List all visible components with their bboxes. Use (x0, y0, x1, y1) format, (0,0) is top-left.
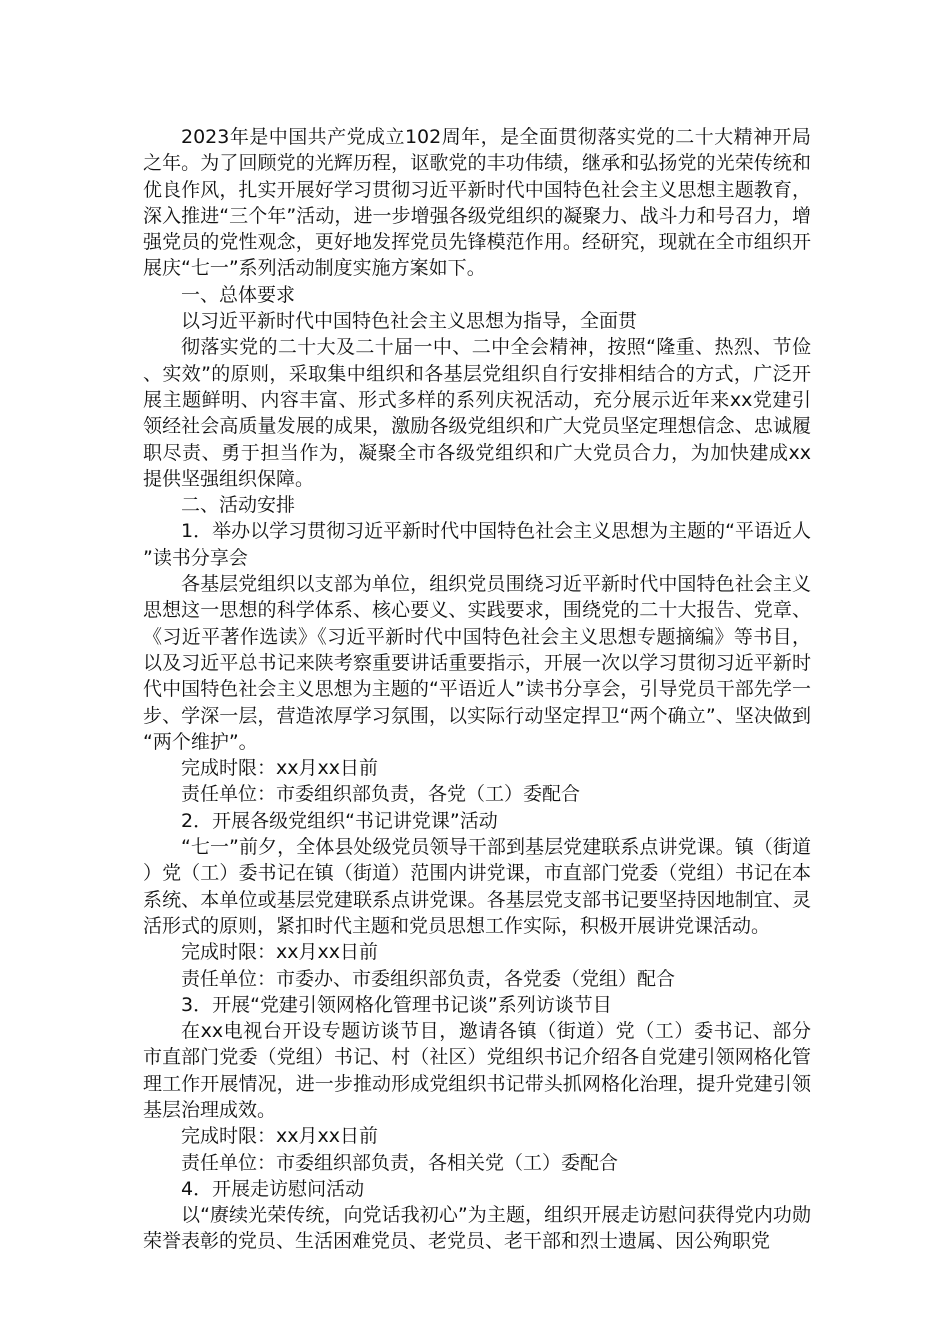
activity-3-title: 3．开展“党建引领网格化管理书记谈”系列访谈节目 (181, 993, 612, 1016)
activity-4-body: 以“赓续光荣传统，向党话我初心”为主题，组织开展走访慰问获得党内功勋荣誉表彰的党员、生活困难党员、老党员、老干部和烈士遗属、因公殉职党 (143, 1204, 811, 1253)
activity-2-title: 2．开展各级党组织“书记讲党课”活动 (181, 809, 498, 832)
activity-4-title: 4．开展走访慰问活动 (181, 1177, 365, 1200)
activity-3-body: 在xx电视台开设专题访谈节目，邀请各镇（街道）党（工）委书记、部分市直部门党委（党组）书记、村（社区）党组织书记介绍各自党建引领网格化管理工作开展情况，进一步推动形成党组织书记带头抓网格化治理，提升党建引领基层治理成效。 (143, 1020, 811, 1121)
activity-3-deadline: 完成时限：xx月xx日前 (181, 1125, 378, 1148)
activity-2-body: “七一”前夕，全体县处级党员领导干部到基层党建联系点讲党课。镇（街道）党（工）委书记在镇（街道）范围内讲党课，市直部门党委（党组）书记在本系统、本单位或基层党建联系点讲党课。各基层党支部书记要坚持因地制宜、灵活形式的原则，紧扣时代主题和党员思想工作实际，积极开展讲党课活动。 (143, 836, 811, 937)
activity-1-responsible: 责任单位：市委组织部负责，各党（工）委配合 (181, 783, 581, 806)
paragraph-guiding-principle: 以习近平新时代中国特色社会主义思想为指导，全面贯 (181, 310, 638, 333)
activity-2-deadline: 完成时限：xx月xx日前 (181, 941, 378, 964)
activity-1-deadline: 完成时限：xx月xx日前 (181, 757, 378, 780)
activity-3-responsible: 责任单位：市委组织部负责，各相关党（工）委配合 (181, 1151, 619, 1174)
paragraph-general-requirements: 彻落实党的二十大及二十届一中、二中全会精神，按照“隆重、热烈、节俭、实效”的原则，采取集中组织和各基层党组织自行安排相结合的方式，广泛开展主题鲜明、内容丰富、形式多样的系列庆祝活动，充分展示近年来xx党建引领经社会高质量发展的成果，激励各级党组织和广大党员坚定理想信念、忠诚履职尽责、勇于担当作为，凝聚全市各级党组织和广大党员合力，为加快建成xx提供坚强组织保障。 (143, 336, 811, 490)
activity-1-title: 1．举办以学习贯彻习近平新时代中国特色社会主义思想为主题的“平语近人”读书分享会 (143, 520, 811, 569)
document-body (143, 124, 811, 1255)
activity-2-responsible: 责任单位：市委办、市委组织部负责，各党委（党组）配合 (181, 967, 676, 990)
intro-paragraph: 2023年是中国共产党成立102周年，是全面贯彻落实党的二十大精神开局之年。为了回顾党的光辉历程，讴歌党的丰功伟绩，继承和弘扬党的光荣传统和优良作风，扎实开展好学习贯彻习近平新时代中国特色社会主义思想主题教育，深入推进“三个年”活动，进一步增强各级党组织的凝聚力、战斗力和号召力，增强党员的党性观念，更好地发挥党员先锋模范作用。经研究，现就在全市组织开展庆“七一”系列活动制度实施方案如下。 (143, 126, 811, 280)
section-heading-general-requirements: 一、总体要求 (181, 283, 296, 306)
activity-1-body: 各基层党组织以支部为单位，组织党员围绕习近平新时代中国特色社会主义思想这一思想的科学体系、核心要义、实践要求，围绕党的二十大报告、党章、《习近平著作选读》《习近平新时代中国特色社会主义思想专题摘编》等书目，以及习近平总书记来陕考察重要讲话重要指示，开展一次以学习贯彻习近平新时代中国特色社会主义思想为主题的“平语近人”读书分享会，引导党员干部先学一步、学深一层，营造浓厚学习氛围，以实际行动坚定捍卫“两个确立”、坚决做到“两个维护”。 (143, 573, 811, 753)
section-heading-activity-arrangement: 二、活动安排 (181, 494, 296, 517)
